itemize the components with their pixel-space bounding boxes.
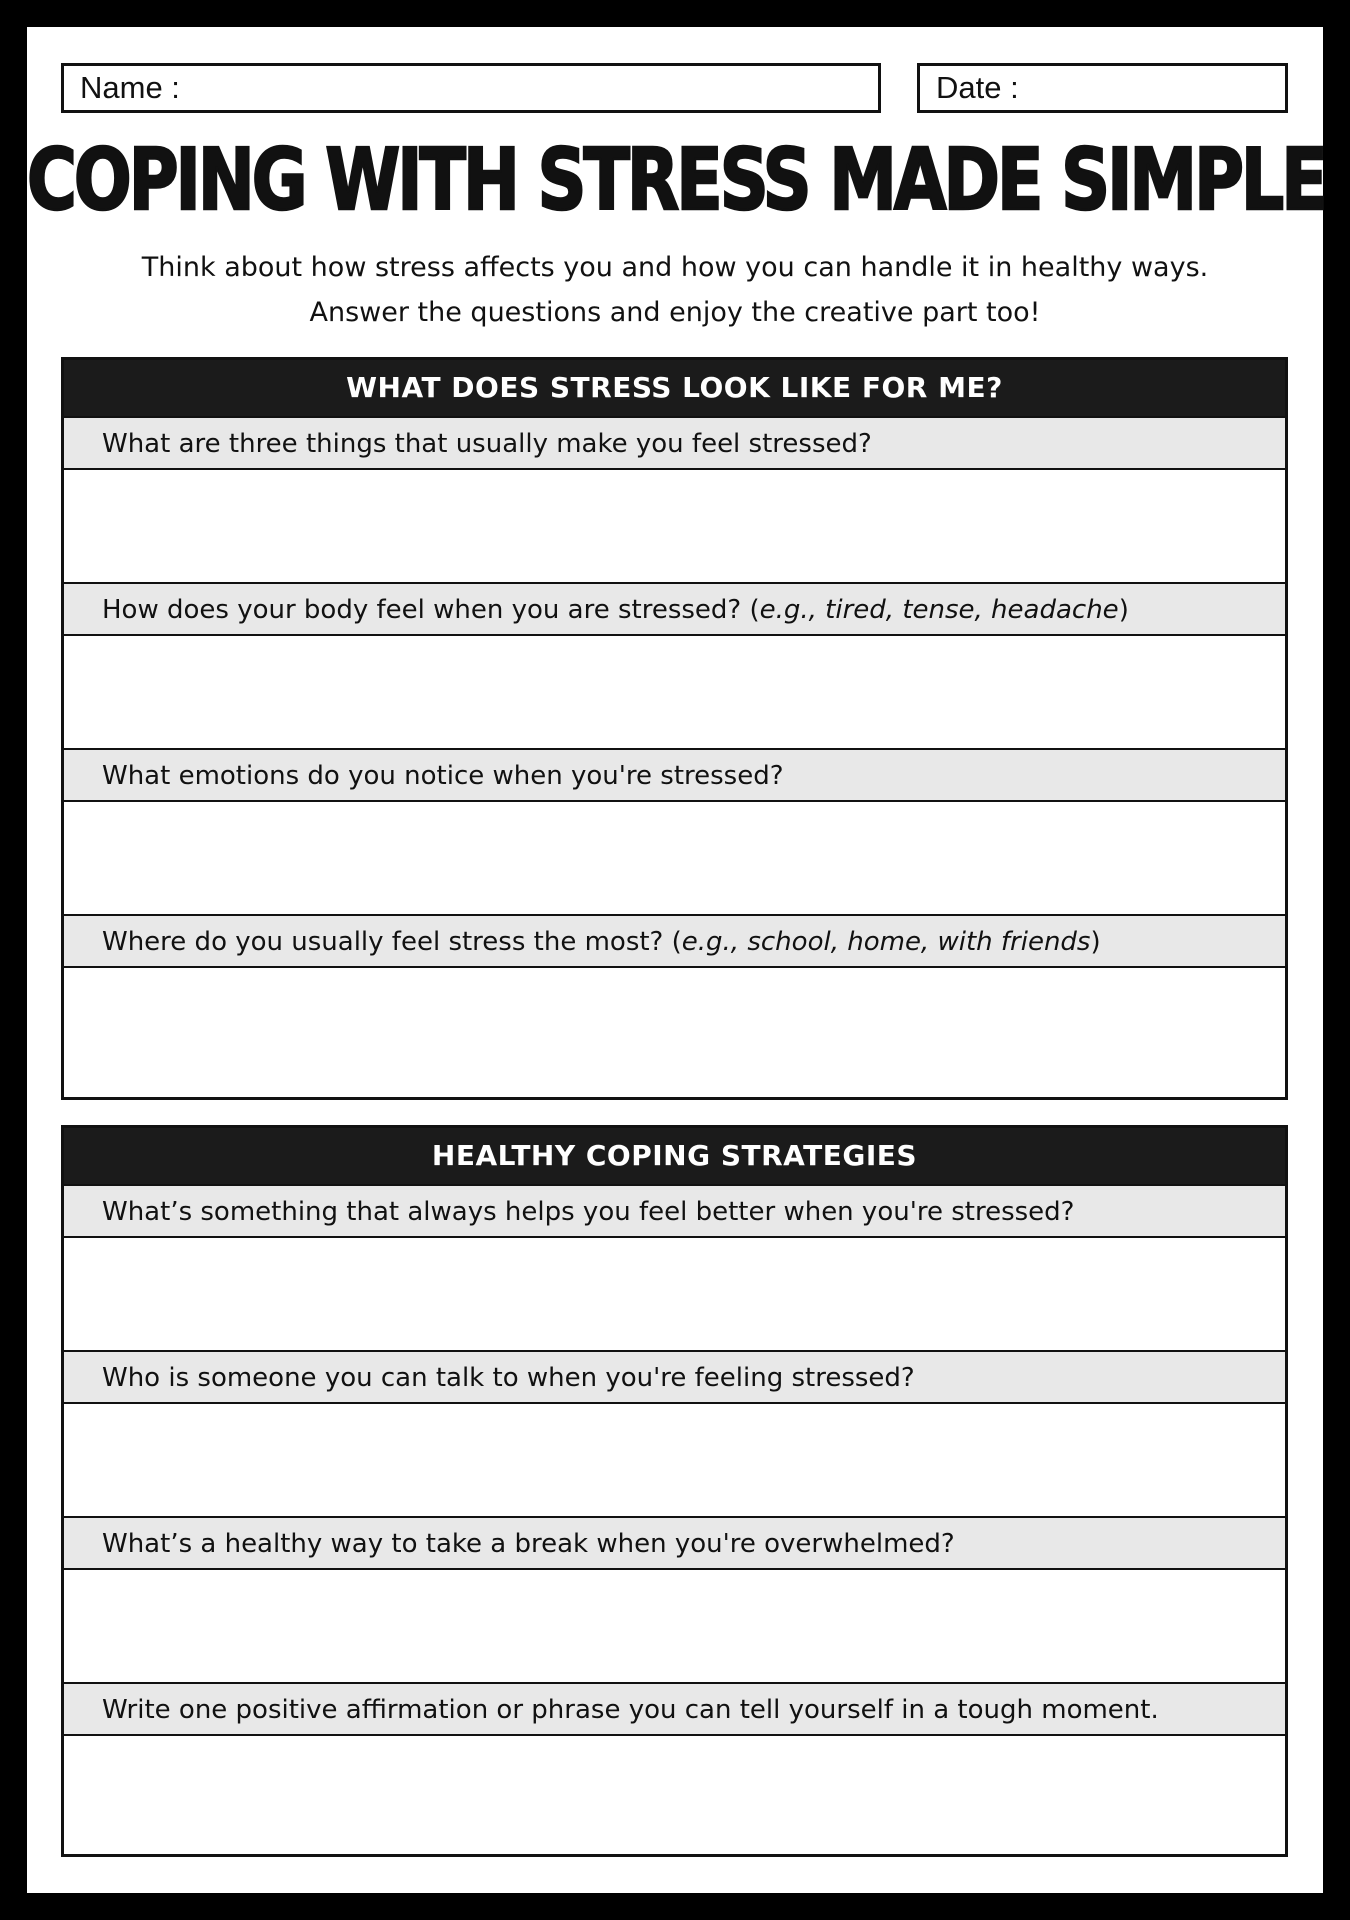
intro-text	[27, 245, 1323, 335]
intro-line-1: Think about how stress affects you and how you can handle it in healthy ways.	[141, 252, 1209, 283]
date-label: Date :	[936, 70, 1019, 105]
question-text: What emotions do you notice when you're stressed?	[102, 761, 784, 791]
answer-box[interactable]	[64, 470, 1285, 582]
answer-box[interactable]	[64, 802, 1285, 914]
question-row	[64, 1184, 1285, 1238]
question-text: Write one positive affirmation or phrase you can tell yourself in a tough moment.	[102, 1695, 1159, 1725]
question-row	[64, 416, 1285, 470]
question-text: Who is someone you can talk to when you're feeling stressed?	[102, 1363, 915, 1393]
worksheet-page	[27, 27, 1323, 1893]
section-coping-strategies	[61, 1125, 1288, 1857]
question-row	[64, 1350, 1285, 1404]
page-title: COPING WITH STRESS MADE SIMPLE	[27, 131, 1325, 231]
question-row	[64, 1516, 1285, 1570]
question-example: e.g., school, home, with friends	[681, 927, 1091, 957]
answer-box[interactable]	[64, 1404, 1285, 1516]
question-row	[64, 748, 1285, 802]
question-row	[64, 914, 1285, 968]
question-text: How does your body feel when you are stressed? (	[102, 595, 760, 625]
question-text: What are three things that usually make you feel stressed?	[102, 429, 872, 459]
question-close: )	[1090, 927, 1101, 957]
question-text: What’s something that always helps you feel better when you're stressed?	[102, 1197, 1075, 1227]
answer-box[interactable]	[64, 1238, 1285, 1350]
answer-box[interactable]	[64, 1570, 1285, 1682]
date-field[interactable]	[917, 63, 1288, 113]
intro-line-2: Answer the questions and enjoy the creative part too!	[309, 297, 1041, 328]
name-label: Name :	[80, 70, 180, 105]
section-heading: WHAT DOES STRESS LOOK LIKE FOR ME?	[64, 360, 1285, 416]
question-row	[64, 582, 1285, 636]
name-field[interactable]	[61, 63, 881, 113]
question-text: Where do you usually feel stress the most? (	[102, 927, 682, 957]
answer-box[interactable]	[64, 968, 1285, 1080]
question-text: What’s a healthy way to take a break when you're overwhelmed?	[102, 1529, 955, 1559]
answer-box[interactable]	[64, 636, 1285, 748]
answer-box[interactable]	[64, 1736, 1285, 1848]
section-stress-look	[61, 357, 1288, 1100]
section-heading: HEALTHY COPING STRATEGIES	[64, 1128, 1285, 1184]
question-row	[64, 1682, 1285, 1736]
question-example: e.g., tired, tense, headache	[759, 595, 1119, 625]
question-close: )	[1118, 595, 1129, 625]
